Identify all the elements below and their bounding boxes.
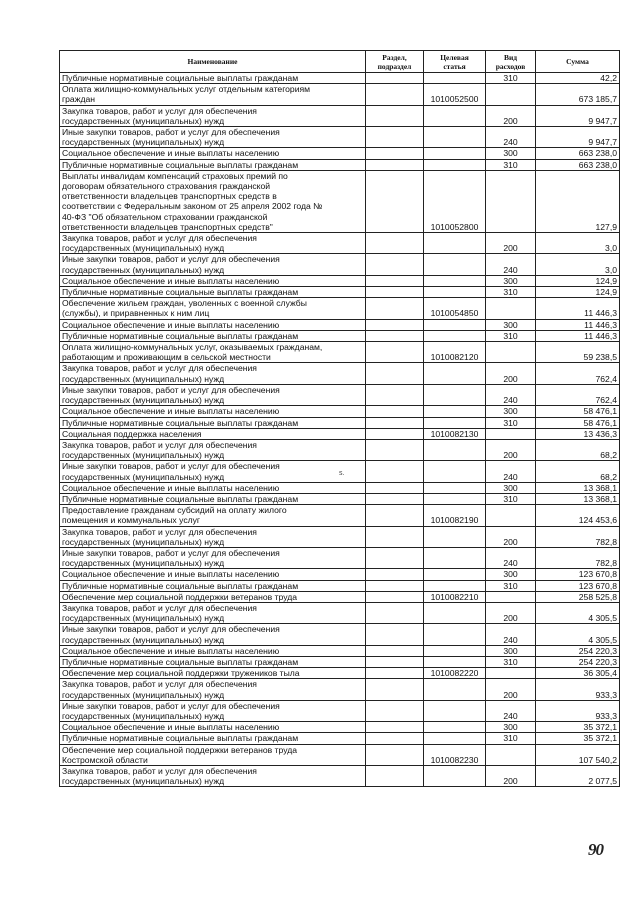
- cell-expense-type: 200: [486, 526, 536, 547]
- cell-amount: 762,4: [536, 363, 620, 384]
- cell-name: Иные закупки товаров, работ и услуг для обеспечения государственных (муниципальных) нужд: [60, 254, 366, 275]
- cell-section: [366, 505, 424, 526]
- cell-section: [366, 439, 424, 460]
- cell-section: [366, 73, 424, 84]
- cell-section: [366, 363, 424, 384]
- table-row: [60, 602, 620, 623]
- cell-target: [424, 148, 486, 159]
- cell-section: [366, 254, 424, 275]
- table-row: [60, 744, 620, 765]
- cell-expense-type: 300: [486, 148, 536, 159]
- cell-name: Публичные нормативные социальные выплаты гражданам: [60, 73, 366, 84]
- table-row: [60, 170, 620, 232]
- cell-target: 1010082130: [424, 428, 486, 439]
- table-row: [60, 591, 620, 602]
- cell-amount: 68,2: [536, 461, 620, 482]
- cell-name: Иные закупки товаров, работ и услуг для обеспечения государственных (муниципальных) нужд: [60, 547, 366, 568]
- cell-amount: 59 238,5: [536, 342, 620, 363]
- cell-expense-type: 310: [486, 656, 536, 667]
- cell-expense-type: 310: [486, 159, 536, 170]
- cell-expense-type: [486, 668, 536, 679]
- cell-name: Публичные нормативные социальные выплаты гражданам: [60, 330, 366, 341]
- cell-expense-type: 200: [486, 105, 536, 126]
- cell-amount: 123 670,8: [536, 569, 620, 580]
- table-row: [60, 84, 620, 105]
- cell-amount: 13 368,1: [536, 493, 620, 504]
- cell-target: [424, 645, 486, 656]
- cell-target: 1010052800: [424, 170, 486, 232]
- cell-section: [366, 482, 424, 493]
- cell-section: [366, 159, 424, 170]
- cell-section: [366, 679, 424, 700]
- cell-section: [366, 547, 424, 568]
- cell-section: [366, 287, 424, 298]
- cell-section: [366, 428, 424, 439]
- cell-expense-type: 200: [486, 233, 536, 254]
- cell-amount: 11 446,3: [536, 319, 620, 330]
- table-row: [60, 439, 620, 460]
- table-row: [60, 384, 620, 405]
- cell-section: [366, 170, 424, 232]
- table-row: [60, 679, 620, 700]
- budget-table-sheet: [59, 50, 619, 787]
- cell-name: Публичные нормативные социальные выплаты гражданам: [60, 417, 366, 428]
- cell-expense-type: 200: [486, 439, 536, 460]
- cell-expense-type: 300: [486, 406, 536, 417]
- cell-expense-type: 300: [486, 569, 536, 580]
- cell-amount: 42,2: [536, 73, 620, 84]
- cell-target: 1010082210: [424, 591, 486, 602]
- cell-name: Социальное обеспечение и иные выплаты населению: [60, 148, 366, 159]
- cell-section: [366, 105, 424, 126]
- cell-expense-type: [486, 428, 536, 439]
- table-row: [60, 319, 620, 330]
- cell-expense-type: 310: [486, 417, 536, 428]
- cell-section: [366, 580, 424, 591]
- cell-section: [366, 461, 424, 482]
- cell-expense-type: 240: [486, 384, 536, 405]
- cell-name: Закупка товаров, работ и услуг для обеспечения государственных (муниципальных) нужд: [60, 766, 366, 787]
- cell-expense-type: 200: [486, 602, 536, 623]
- cell-expense-type: 240: [486, 624, 536, 645]
- cell-amount: 933,3: [536, 700, 620, 721]
- cell-amount: 123 670,8: [536, 580, 620, 591]
- cell-section: [366, 591, 424, 602]
- table-row: [60, 493, 620, 504]
- cell-section: [366, 275, 424, 286]
- cell-name: Закупка товаров, работ и услуг для обеспечения государственных (муниципальных) нужд: [60, 679, 366, 700]
- table-row: [60, 105, 620, 126]
- cell-expense-type: 310: [486, 580, 536, 591]
- cell-target: 1010082230: [424, 744, 486, 765]
- cell-amount: 254 220,3: [536, 656, 620, 667]
- cell-amount: 107 540,2: [536, 744, 620, 765]
- cell-expense-type: 310: [486, 330, 536, 341]
- cell-section: [366, 624, 424, 645]
- cell-expense-type: 310: [486, 733, 536, 744]
- cell-target: 1010054850: [424, 298, 486, 319]
- cell-target: [424, 330, 486, 341]
- cell-target: [424, 159, 486, 170]
- page-number: 90: [588, 840, 603, 859]
- cell-target: [424, 275, 486, 286]
- table-body: [60, 73, 620, 787]
- budget-table: [59, 50, 620, 787]
- cell-amount: 36 305,4: [536, 668, 620, 679]
- cell-target: [424, 439, 486, 460]
- cell-section: [366, 493, 424, 504]
- table-row: [60, 73, 620, 84]
- cell-target: 1010052500: [424, 84, 486, 105]
- cell-target: [424, 233, 486, 254]
- cell-amount: 35 372,1: [536, 722, 620, 733]
- cell-amount: 124,9: [536, 275, 620, 286]
- cell-expense-type: 310: [486, 287, 536, 298]
- cell-name: Публичные нормативные социальные выплаты гражданам: [60, 733, 366, 744]
- table-row: [60, 275, 620, 286]
- cell-section: [366, 148, 424, 159]
- cell-expense-type: [486, 342, 536, 363]
- cell-section: [366, 722, 424, 733]
- table-row: [60, 547, 620, 568]
- cell-target: [424, 624, 486, 645]
- cell-name: Закупка товаров, работ и услуг для обеспечения государственных (муниципальных) нужд: [60, 105, 366, 126]
- cell-target: [424, 722, 486, 733]
- table-row: [60, 148, 620, 159]
- table-row: [60, 645, 620, 656]
- cell-expense-type: [486, 170, 536, 232]
- header-expense-type: Вид расходов: [486, 51, 536, 73]
- cell-name: Публичные нормативные социальные выплаты гражданам: [60, 656, 366, 667]
- cell-amount: 124,9: [536, 287, 620, 298]
- cell-amount: 13 368,1: [536, 482, 620, 493]
- cell-target: [424, 384, 486, 405]
- cell-section: [366, 384, 424, 405]
- cell-expense-type: 240: [486, 254, 536, 275]
- cell-target: [424, 287, 486, 298]
- cell-name: Социальное обеспечение и иные выплаты населению: [60, 319, 366, 330]
- cell-name: Социальное обеспечение и иные выплаты населению: [60, 645, 366, 656]
- cell-section: [366, 602, 424, 623]
- cell-target: 1010082190: [424, 505, 486, 526]
- cell-target: [424, 319, 486, 330]
- header-section: Раздел, подраздел: [366, 51, 424, 73]
- cell-name: Закупка товаров, работ и услуг для обеспечения государственных (муниципальных) нужд: [60, 363, 366, 384]
- cell-name: Социальная поддержка населения: [60, 428, 366, 439]
- table-row: [60, 722, 620, 733]
- cell-target: [424, 766, 486, 787]
- cell-section: [366, 406, 424, 417]
- header-name: Наименование: [60, 51, 366, 73]
- table-row: [60, 406, 620, 417]
- cell-name: Публичные нормативные социальные выплаты гражданам: [60, 159, 366, 170]
- cell-amount: 11 446,3: [536, 298, 620, 319]
- cell-expense-type: 310: [486, 73, 536, 84]
- table-row: [60, 656, 620, 667]
- cell-target: [424, 461, 486, 482]
- table-row: [60, 569, 620, 580]
- cell-amount: 4 305,5: [536, 602, 620, 623]
- table-row: [60, 287, 620, 298]
- cell-name: Публичные нормативные социальные выплаты гражданам: [60, 580, 366, 591]
- cell-amount: 9 947,7: [536, 105, 620, 126]
- cell-name: Оплата жилищно-коммунальных услуг, оказываемых гражданам, работающим и проживающим в сельской местности: [60, 342, 366, 363]
- cell-name: Обеспечение мер социальной поддержки ветеранов труда Костромской области: [60, 744, 366, 765]
- cell-target: [424, 580, 486, 591]
- cell-name: Оплата жилищно-коммунальных услуг отдельным категориям граждан: [60, 84, 366, 105]
- cell-amount: 762,4: [536, 384, 620, 405]
- cell-section: [366, 668, 424, 679]
- cell-expense-type: [486, 744, 536, 765]
- table-row: [60, 363, 620, 384]
- cell-expense-type: [486, 298, 536, 319]
- table-row: [60, 505, 620, 526]
- cell-expense-type: 300: [486, 319, 536, 330]
- cell-amount: 13 436,3: [536, 428, 620, 439]
- cell-name: Публичные нормативные социальные выплаты гражданам: [60, 493, 366, 504]
- cell-amount: 663 238,0: [536, 159, 620, 170]
- cell-name: Иные закупки товаров, работ и услуг для обеспечения государственных (муниципальных) нужд: [60, 700, 366, 721]
- cell-name: Социальное обеспечение и иные выплаты населению: [60, 406, 366, 417]
- cell-section: [366, 744, 424, 765]
- cell-name: Закупка товаров, работ и услуг для обеспечения государственных (муниципальных) нужд: [60, 439, 366, 460]
- cell-name: Закупка товаров, работ и услуг для обеспечения государственных (муниципальных) нужд: [60, 526, 366, 547]
- cell-section: [366, 319, 424, 330]
- cell-name: Иные закупки товаров, работ и услуг для обеспечения государственных (муниципальных) нужд: [60, 624, 366, 645]
- cell-name: Закупка товаров, работ и услуг для обеспечения государственных (муниципальных) нужд: [60, 233, 366, 254]
- cell-amount: 35 372,1: [536, 733, 620, 744]
- cell-expense-type: 300: [486, 482, 536, 493]
- stray-mark: s.: [339, 470, 345, 477]
- cell-amount: 58 476,1: [536, 406, 620, 417]
- cell-section: [366, 84, 424, 105]
- cell-target: [424, 254, 486, 275]
- table-row: [60, 428, 620, 439]
- cell-target: 1010082220: [424, 668, 486, 679]
- cell-target: [424, 493, 486, 504]
- cell-section: [366, 233, 424, 254]
- cell-target: [424, 127, 486, 148]
- cell-section: [366, 298, 424, 319]
- table-header-row: [60, 51, 620, 73]
- cell-amount: 782,8: [536, 526, 620, 547]
- cell-name: Предоставление гражданам субсидий на оплату жилого помещения и коммунальных услуг: [60, 505, 366, 526]
- cell-section: [366, 342, 424, 363]
- cell-name: Иные закупки товаров, работ и услуг для обеспечения государственных (муниципальных) нужд: [60, 384, 366, 405]
- cell-name: Обеспечение жильем граждан, уволенных с военной службы (службы), и приравненных к ним лиц: [60, 298, 366, 319]
- table-row: [60, 700, 620, 721]
- table-row: [60, 298, 620, 319]
- cell-target: [424, 417, 486, 428]
- table-row: [60, 766, 620, 787]
- cell-target: [424, 656, 486, 667]
- cell-target: [424, 526, 486, 547]
- cell-name: Социальное обеспечение и иные выплаты населению: [60, 569, 366, 580]
- table-row: [60, 526, 620, 547]
- cell-target: [424, 602, 486, 623]
- cell-target: [424, 406, 486, 417]
- cell-name: Публичные нормативные социальные выплаты гражданам: [60, 287, 366, 298]
- cell-amount: 3,0: [536, 254, 620, 275]
- table-row: [60, 580, 620, 591]
- cell-amount: 11 446,3: [536, 330, 620, 341]
- cell-name: Обеспечение мер социальной поддержки тружеников тыла: [60, 668, 366, 679]
- cell-target: [424, 700, 486, 721]
- cell-target: [424, 363, 486, 384]
- cell-amount: 124 453,6: [536, 505, 620, 526]
- cell-name: Иные закупки товаров, работ и услуг для обеспечения государственных (муниципальных) нужд: [60, 461, 366, 482]
- cell-target: [424, 679, 486, 700]
- cell-expense-type: 240: [486, 127, 536, 148]
- cell-name: Социальное обеспечение и иные выплаты населению: [60, 722, 366, 733]
- cell-amount: 127,9: [536, 170, 620, 232]
- header-target: Целевая статья: [424, 51, 486, 73]
- cell-expense-type: 240: [486, 700, 536, 721]
- cell-section: [366, 127, 424, 148]
- cell-section: [366, 766, 424, 787]
- cell-expense-type: 200: [486, 363, 536, 384]
- cell-expense-type: 300: [486, 645, 536, 656]
- cell-name: Социальное обеспечение и иные выплаты населению: [60, 275, 366, 286]
- cell-target: [424, 73, 486, 84]
- cell-target: [424, 482, 486, 493]
- cell-name: Закупка товаров, работ и услуг для обеспечения государственных (муниципальных) нужд: [60, 602, 366, 623]
- cell-expense-type: 200: [486, 679, 536, 700]
- table-row: [60, 482, 620, 493]
- cell-amount: 2 077,5: [536, 766, 620, 787]
- cell-target: [424, 547, 486, 568]
- table-row: [60, 417, 620, 428]
- cell-name: Выплаты инвалидам компенсаций страховых премий по договорам обязательного страхования гражданской ответственности владельцев транспортных средств в соответствии с Федеральным законом от 25 апреля 2002 года № 40-ФЗ "Об обязательном страховании гражданской ответственности владельцев транспортных средств": [60, 170, 366, 232]
- cell-section: [366, 526, 424, 547]
- cell-section: [366, 417, 424, 428]
- cell-amount: 933,3: [536, 679, 620, 700]
- cell-amount: 663 238,0: [536, 148, 620, 159]
- table-row: [60, 233, 620, 254]
- cell-expense-type: 300: [486, 722, 536, 733]
- cell-section: [366, 569, 424, 580]
- cell-target: [424, 733, 486, 744]
- cell-expense-type: 240: [486, 461, 536, 482]
- table-row: [60, 342, 620, 363]
- cell-expense-type: 200: [486, 766, 536, 787]
- cell-amount: 254 220,3: [536, 645, 620, 656]
- cell-amount: 258 525,8: [536, 591, 620, 602]
- cell-expense-type: 240: [486, 547, 536, 568]
- cell-amount: 673 185,7: [536, 84, 620, 105]
- table-row: [60, 733, 620, 744]
- cell-amount: 9 947,7: [536, 127, 620, 148]
- table-row: [60, 254, 620, 275]
- cell-amount: 68,2: [536, 439, 620, 460]
- cell-expense-type: [486, 505, 536, 526]
- cell-section: [366, 733, 424, 744]
- cell-expense-type: [486, 591, 536, 602]
- header-amount: Сумма: [536, 51, 620, 73]
- cell-name: Иные закупки товаров, работ и услуг для обеспечения государственных (муниципальных) нужд: [60, 127, 366, 148]
- table-row: [60, 159, 620, 170]
- table-row: [60, 624, 620, 645]
- cell-name: Социальное обеспечение и иные выплаты населению: [60, 482, 366, 493]
- cell-amount: 782,8: [536, 547, 620, 568]
- cell-target: 1010082120: [424, 342, 486, 363]
- table-row: [60, 330, 620, 341]
- cell-expense-type: 310: [486, 493, 536, 504]
- cell-section: [366, 656, 424, 667]
- table-row: [60, 668, 620, 679]
- cell-amount: 4 305,5: [536, 624, 620, 645]
- cell-target: [424, 105, 486, 126]
- cell-section: [366, 330, 424, 341]
- cell-amount: 58 476,1: [536, 417, 620, 428]
- cell-section: [366, 700, 424, 721]
- table-row: [60, 127, 620, 148]
- cell-amount: 3,0: [536, 233, 620, 254]
- cell-expense-type: 300: [486, 275, 536, 286]
- cell-target: [424, 569, 486, 580]
- cell-section: [366, 645, 424, 656]
- cell-name: Обеспечение мер социальной поддержки ветеранов труда: [60, 591, 366, 602]
- cell-expense-type: [486, 84, 536, 105]
